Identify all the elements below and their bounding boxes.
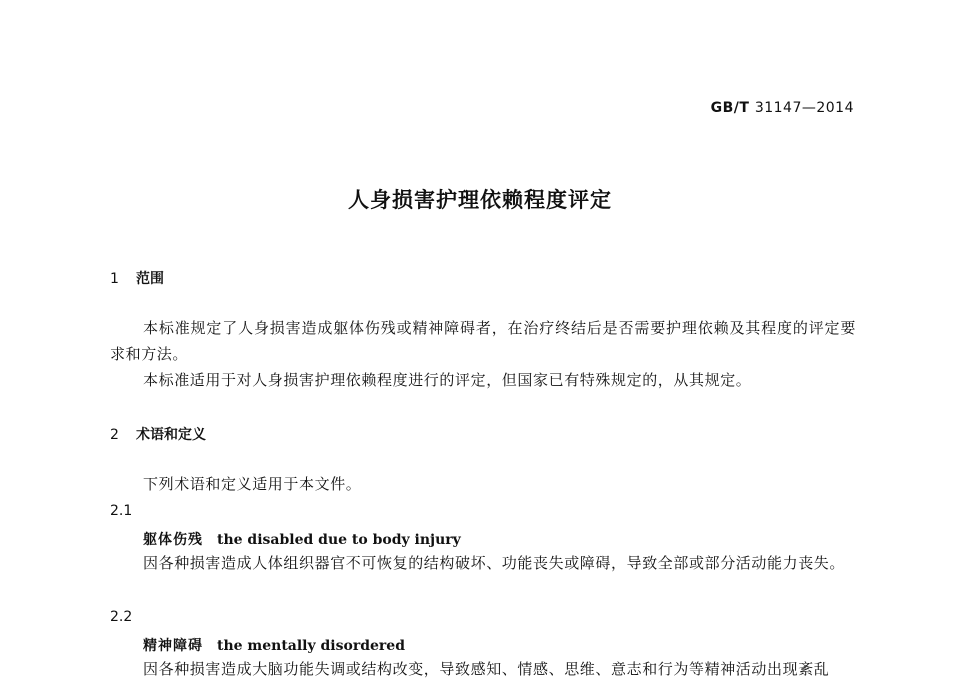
term-english: the mentally disordered bbox=[217, 638, 405, 654]
section-heading-terms bbox=[110, 424, 856, 444]
standard-code-prefix: GB/T bbox=[710, 100, 750, 116]
section-heading-scope bbox=[110, 268, 856, 288]
section-title: 术语和定义 bbox=[136, 427, 206, 443]
term-entry bbox=[110, 635, 889, 655]
clause-number: 2.2 bbox=[110, 609, 133, 625]
standard-code-number: 31147—2014 bbox=[754, 100, 854, 116]
paragraph: 本标准适用于对人身损害护理依赖程度进行的评定，但国家已有特殊规定的，从其规定。 bbox=[143, 371, 752, 389]
term-entry bbox=[110, 529, 889, 549]
document-title: 人身损害护理依赖程度评定 bbox=[348, 188, 612, 212]
section-number: 2 bbox=[110, 427, 119, 443]
section-number: 1 bbox=[110, 271, 119, 287]
term-chinese: 精神障碍 bbox=[143, 638, 203, 654]
standard-code bbox=[711, 100, 854, 116]
paragraph: 本标准规定了人身损害造成躯体伤残或精神障碍者，在治疗终结后是否需要护理依赖及其程度的评定要求和方法。 bbox=[110, 319, 856, 363]
section-intro: 下列术语和定义适用于本文件。 bbox=[143, 475, 362, 493]
term-chinese: 躯体伤残 bbox=[143, 532, 203, 548]
term-definition: 因各种损害造成大脑功能失调或结构改变，导致感知、情感、思维、意志和行为等精神活动出现紊乱 bbox=[143, 660, 830, 678]
term-definition: 因各种损害造成人体组织器官不可恢复的结构破坏、功能丧失或障碍，导致全部或部分活动能力丧失。 bbox=[143, 554, 846, 572]
clause-number: 2.1 bbox=[110, 503, 133, 519]
term-english: the disabled due to body injury bbox=[217, 532, 461, 548]
section-title: 范围 bbox=[136, 271, 164, 287]
